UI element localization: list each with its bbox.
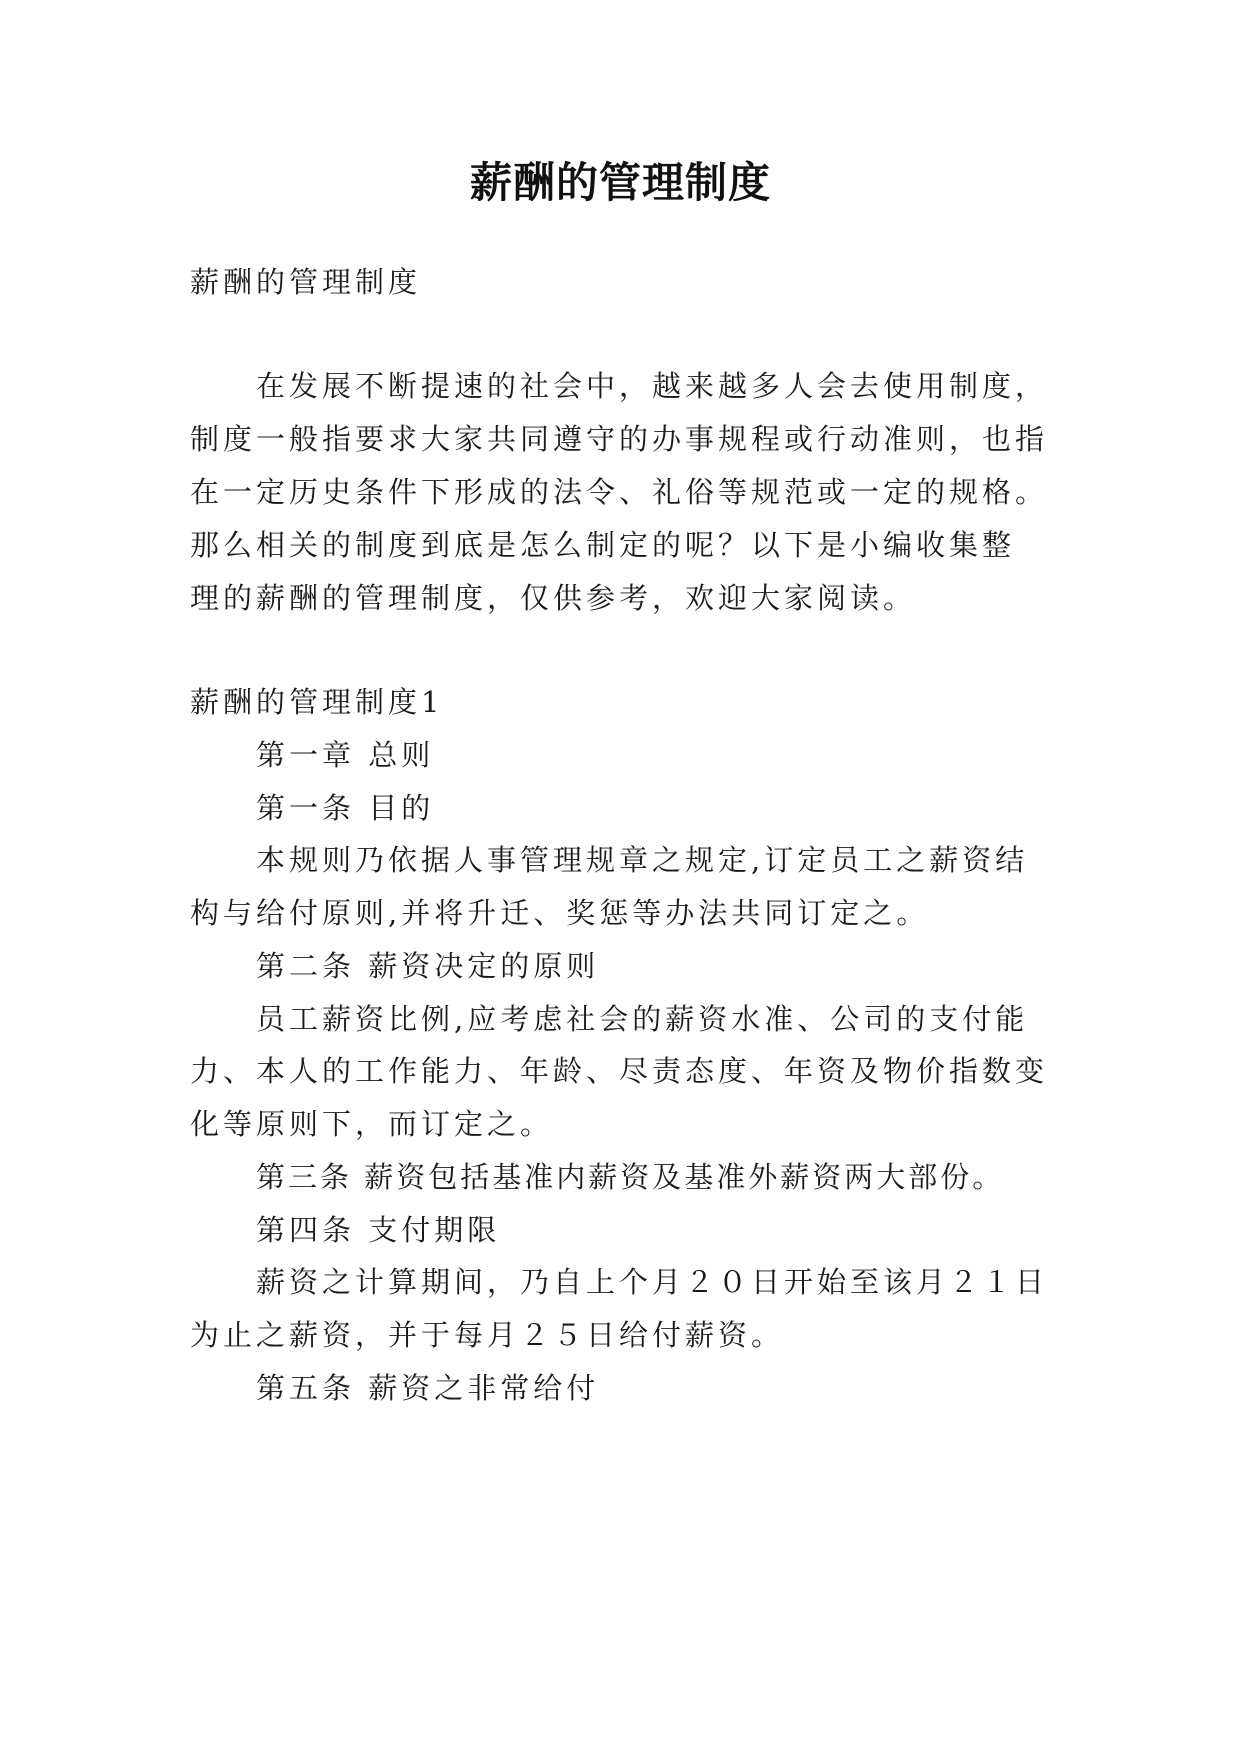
document-subtitle: 薪酬的管理制度: [190, 265, 422, 299]
article-4-line-2: 为止之薪资，并于每月２５日给付薪资。: [190, 1318, 785, 1352]
article-2-line-3: 化等原则下，而订定之。: [190, 1107, 554, 1141]
article-2-line-2: 力、本人的工作能力、年龄、尽责态度、年资及物价指数变: [190, 1054, 1049, 1088]
section-heading: 薪酬的管理制度1: [190, 685, 444, 719]
article-1-line-2: 构与给付原则,并将升迁、奖惩等办法共同订定之。: [190, 896, 930, 930]
article-4-title: 第四条 支付期限: [256, 1213, 501, 1247]
intro-line-2: 制度一般指要求大家共同遵守的办事规程或行动准则，也指: [190, 422, 1049, 456]
chapter-heading: 第一章 总则: [256, 738, 435, 772]
article-5-title: 第五条 薪资之非常给付: [256, 1371, 600, 1405]
document-title: 薪酬的管理制度: [469, 158, 771, 207]
intro-line-4: 那么相关的制度到底是怎么制定的呢？以下是小编收集整: [190, 528, 1016, 562]
article-2-line-1: 员工薪资比例,应考虑社会的薪资水准、公司的支付能: [256, 1002, 1029, 1036]
intro-line-5: 理的薪酬的管理制度，仅供参考，欢迎大家阅读。: [190, 581, 917, 615]
intro-line-1: 在发展不断提速的社会中，越来越多人会去使用制度，: [256, 369, 1049, 403]
article-1-title: 第一条 目的: [256, 791, 435, 825]
article-1-line-1: 本规则乃依据人事管理规章之规定,订定员工之薪资结: [256, 843, 1029, 877]
article-3: 第三条 薪资包括基准内薪资及基准外薪资两大部份。: [256, 1160, 1005, 1194]
intro-line-3: 在一定历史条件下形成的法令、礼俗等规范或一定的规格。: [190, 475, 1049, 509]
article-2-title: 第二条 薪资决定的原则: [256, 949, 600, 983]
article-4-line-1: 薪资之计算期间，乃自上个月２０日开始至该月２１日: [256, 1265, 1049, 1299]
